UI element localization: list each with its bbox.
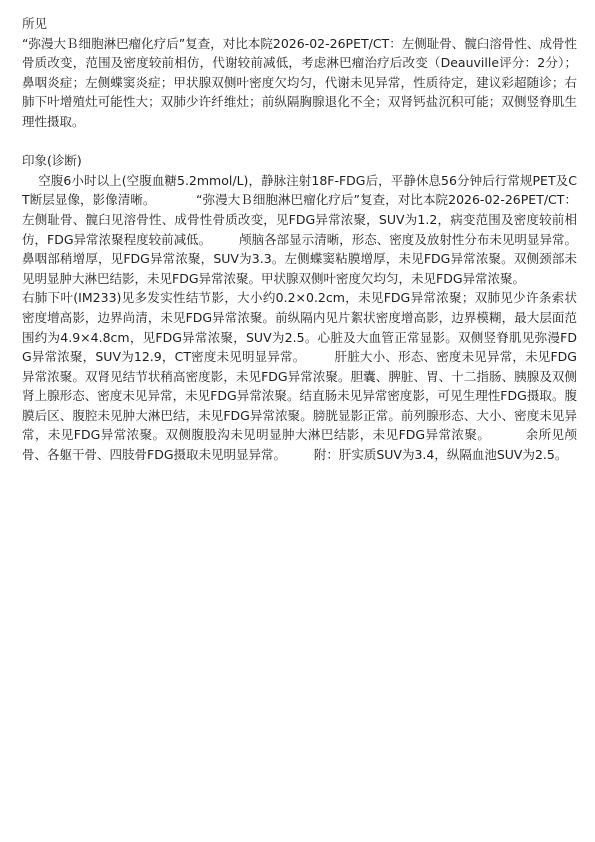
impression-paragraph-1: 空腹6小时以上(空腹血糖5.2mmol/L)，静脉注射18F-FDG后，平静休息56分钟后行常规PET及CT断层显像，影像清晰。 “弥漫大Ｂ细胞淋巴瘤化疗后”复查，对比本院2026-02-26PET/CT：左侧耻骨、髋臼见溶骨性、成骨性骨质改变，见FDG异常浓聚，SUV为1.2，病变范围及密度较前相仿，FDG异常浓聚程度较前减低。 颅脑各部显示清晰，形态、密度及放射性分布未见明显异常。鼻咽部稍增厚，见FDG异常浓聚，SUV为3.3。左侧蝶窦粘膜增厚，未见FDG异常浓聚。双侧颈部未见明显肿大淋巴结影，未见FDG异常浓聚。甲状腺双侧叶密度欠均匀，未见FDG异常浓聚。 [22,172,577,286]
findings-heading: 所见 [22,16,48,31]
report-page [22,14,577,465]
section-spacer [22,132,577,152]
impression-paragraph-2: 右肺下叶(IM233)见多发实性结节影，大小约0.2×0.2cm，未见FDG异常浓聚；双肺见少许条索状密度增高影，边界尚清，未见FDG异常浓聚。前纵隔内见片絮状密度增高影，边界模糊，最大层面范围约为4.9×4.8cm，见FDG异常浓聚，SUV为2.5。心脏及大血管正常显影。双侧竖脊肌见弥漫FDG异常浓聚，SUV为12.9，CT密度未见明显异常。 肝脏大小、形态、密度未见异常，未见FDG异常浓聚。双肾见结节状稍高密度影，未见FDG异常浓聚。胆囊、脾脏、胃、十二指肠、胰腺及双侧肾上腺形态、密度未见异常，未见FDG异常浓聚。结直肠未见异常密度影，可见生理性FDG摄取。腹膜后区、腹腔未见肿大淋巴结，未见FDG异常浓聚。膀胱显影正常。前列腺形态、大小、密度未见异常，未见FDG异常浓聚。双侧腹股沟未见明显肿大淋巴结影，未见FDG异常浓聚。 余所见颅骨、各躯干骨、四肢骨FDG摄取未见明显异常。 附：肝实质SUV为3.4，纵隔血池SUV为2.5。 [22,290,577,463]
findings-text: “弥漫大Ｂ细胞淋巴瘤化疗后”复查，对比本院2026-02-26PET/CT：左侧耻骨、髋臼溶骨性、成骨性骨质改变，范围及密度较前相仿，代谢较前减低，考虑淋巴瘤治疗后改变（Deauville评分：2分）；鼻咽炎症；左侧蝶窦炎症；甲状腺双侧叶密度欠均匀，代谢未见异常，性质待定，建议彩超随诊；右肺下叶增殖灶可能性大；双肺少许纤维灶；前纵隔胸腺退化不全；双肾钙盐沉积可能；双侧竖脊肌生理性摄取。 [22,35,577,129]
impression-heading: 印象(诊断) [22,153,82,169]
